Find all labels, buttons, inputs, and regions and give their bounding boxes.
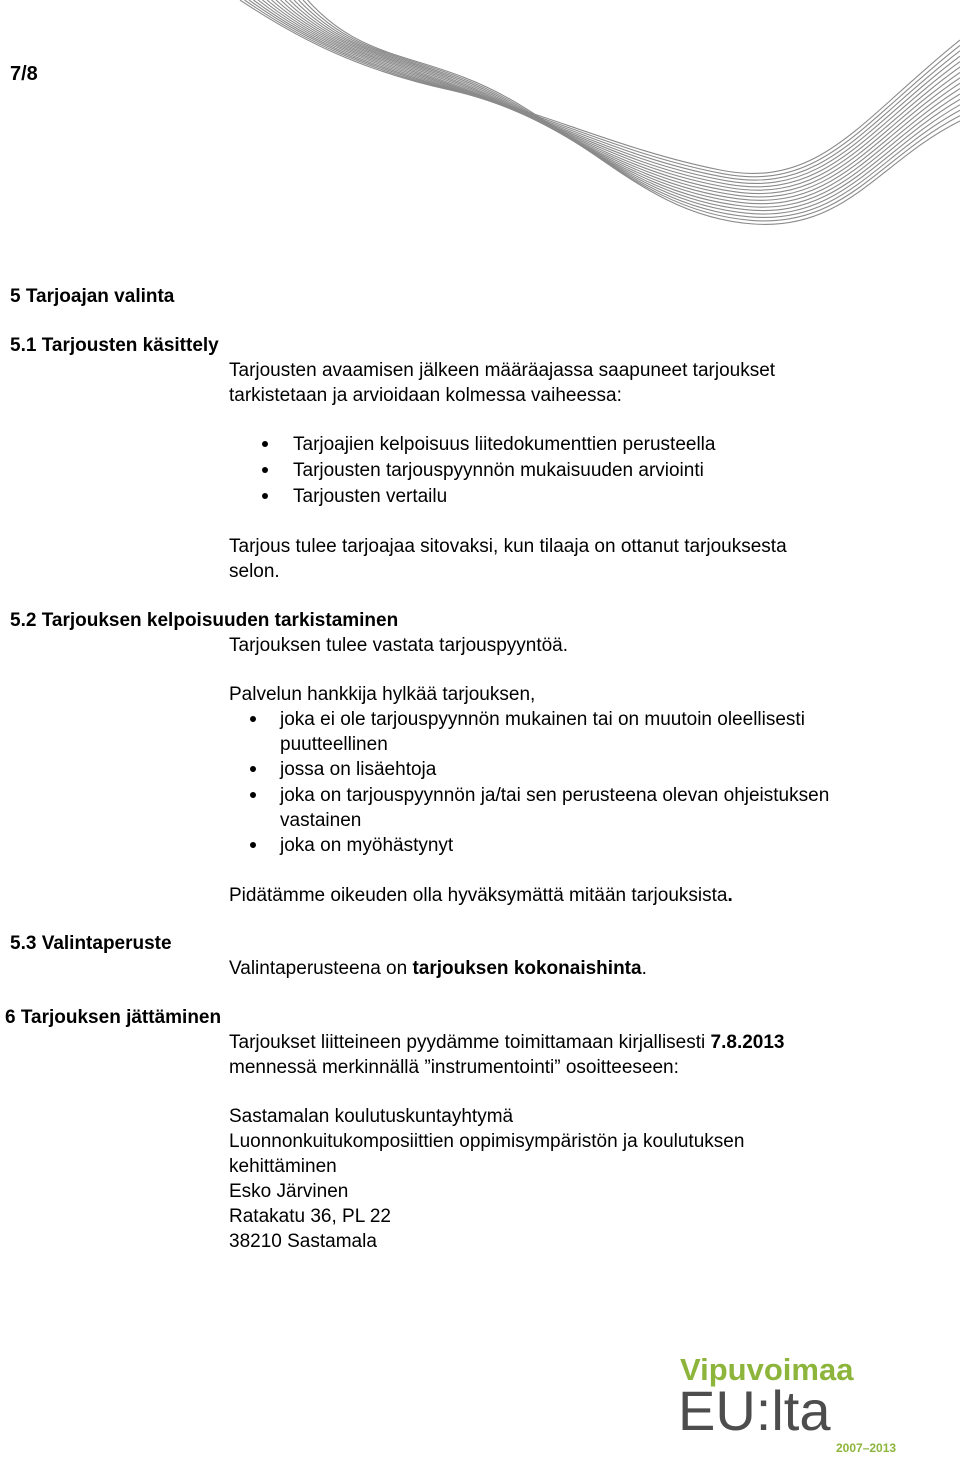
reject-item-line-1: joka on myöhästynyt	[280, 835, 454, 856]
reject-intro: Palvelun hankkija hylkää tarjouksen,	[229, 684, 536, 705]
intro-line-2: tarkistetaan ja arvioidaan kolmessa vaiheessa:	[229, 385, 622, 406]
phase-item-label: Tarjousten vertailu	[293, 486, 448, 507]
bullet-icon	[250, 792, 256, 798]
reserve-text	[229, 883, 733, 908]
address-line: Ratakatu 36, PL 22	[229, 1206, 391, 1227]
reject-item-line-1: joka on tarjouspyynnön ja/tai sen perusteena olevan ohjeistuksen	[280, 785, 830, 806]
must-match-text: Tarjouksen tulee vastata tarjouspyyntöä.	[229, 635, 569, 656]
ribbon-line	[294, 0, 960, 214]
reject-item-line-2: vastainen	[280, 810, 362, 831]
ribbon-line	[308, 0, 960, 224]
reserve-text-body: Pidätämme oikeuden olla hyväksymättä mitään tarjouksista	[229, 885, 728, 906]
logo-line-1: Vipuvoimaa	[680, 1352, 854, 1387]
address-line: kehittäminen	[229, 1156, 337, 1177]
binding-line-2: selon.	[229, 561, 280, 582]
ribbon-line	[285, 0, 960, 207]
submit-line-2: mennessä merkinnällä ”instrumentointi” osoitteeseen:	[229, 1057, 679, 1078]
deadline-date: 7.8.2013	[710, 1032, 785, 1053]
section-5-3-heading: 5.3 Valintaperuste	[10, 933, 172, 954]
phase-item-label: Tarjoajien kelpoisuus liitedokumenttien perusteella	[293, 434, 716, 455]
address-line: Esko Järvinen	[229, 1181, 349, 1202]
bullet-icon	[262, 493, 268, 499]
reserve-text-period: .	[727, 885, 733, 906]
ribbon-line	[281, 0, 960, 204]
phase-item-label: Tarjousten tarjouspyynnön mukaisuuden arviointi	[293, 460, 704, 481]
binding-line-1: Tarjous tulee tarjoajaa sitovaksi, kun tilaaja on ottanut tarjouksesta	[229, 536, 787, 557]
ribbon-line	[299, 0, 960, 217]
submit-line-1-text: Tarjoukset liitteineen pyydämme toimittamaan kirjallisesti	[229, 1032, 711, 1053]
logo-years: 2007–2013	[836, 1441, 897, 1455]
intro-line-1: Tarjousten avaamisen jälkeen määräajassa saapuneet tarjoukset	[229, 360, 776, 381]
section-6-title: 6 Tarjouksen jättäminen	[5, 1007, 222, 1028]
bullet-icon	[250, 842, 256, 848]
criterion-bold: tarjouksen kokonaishinta	[412, 958, 642, 979]
criterion-prefix: Valintaperusteena on	[229, 958, 413, 979]
section-5-2-heading: 5.2 Tarjouksen kelpoisuuden tarkistaminen	[10, 610, 399, 631]
address-line: Sastamalan koulutuskuntayhtymä	[229, 1106, 514, 1127]
vipuvoimaa-eu-logo	[676, 1352, 926, 1458]
submit-line-1	[229, 1030, 785, 1055]
ribbon-graphic	[0, 0, 960, 260]
ribbon-line	[303, 0, 960, 221]
bullet-icon	[262, 467, 268, 473]
address-line: Luonnonkuitukomposiittien oppimisympäristön ja koulutuksen	[229, 1131, 745, 1152]
section-5-title: 5 Tarjoajan valinta	[10, 286, 175, 307]
criterion-text	[229, 956, 647, 981]
reject-item-line-2: puutteellinen	[280, 734, 388, 755]
section-5-1-heading: 5.1 Tarjousten käsittely	[10, 335, 219, 356]
criterion-suffix: .	[641, 958, 647, 979]
bullet-icon	[250, 716, 256, 722]
address-line: 38210 Sastamala	[229, 1231, 377, 1252]
reject-item-line-1: jossa on lisäehtoja	[280, 759, 437, 780]
reject-item-line-1: joka ei ole tarjouspyynnön mukainen tai on muutoin oleellisesti	[280, 709, 805, 730]
page-number: 7/8	[10, 63, 38, 85]
bullet-icon	[262, 441, 268, 447]
bullet-icon	[250, 766, 256, 772]
logo-line-2: EU:lta	[678, 1379, 831, 1442]
